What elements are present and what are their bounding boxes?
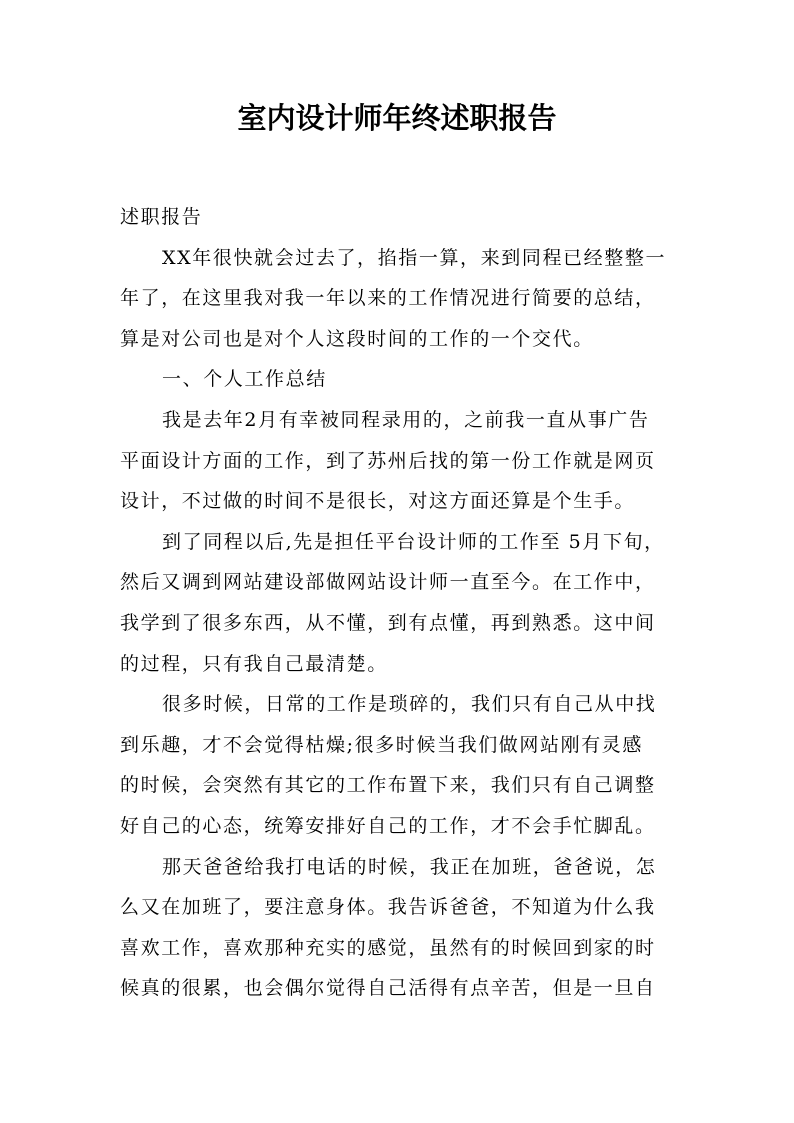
paragraph-line: 喜欢工作，喜欢那种充实的感觉，虽然有的时候回到家的时 [120, 936, 656, 959]
paragraph-line: XX年很快就会过去了，掐指一算，来到同程已经整整一 [162, 246, 667, 269]
paragraph-line: 好自己的心态，统筹安排好自己的工作，才不会手忙脚乱。 [120, 814, 656, 837]
subsection-heading: 一、个人工作总结 [162, 368, 327, 391]
section-heading: 述职报告 [120, 206, 203, 228]
paragraph-line: 的过程，只有我自己最清楚。 [120, 652, 388, 675]
paragraph-line: 么又在加班了，要注意身体。我告诉爸爸，不知道为什么我 [120, 896, 656, 919]
paragraph-line: 平面设计方面的工作，到了苏州后找的第一份工作就是网页 [120, 449, 656, 472]
paragraph-line: 很多时候，日常的工作是琐碎的，我们只有自己从中找 [162, 693, 657, 716]
paragraph-line: 然后又调到网站建设部做网站设计师一直至今。在工作中， [120, 571, 656, 594]
paragraph-line: 设计，不过做的时间不是很长，对这方面还算是个生手。 [120, 490, 636, 513]
paragraph-line: 我是去年2月有幸被同程录用的，之前我一直从事广告 [162, 408, 650, 431]
document-body [120, 197, 680, 1009]
paragraph-line: 我学到了很多东西，从不懂，到有点懂，再到熟悉。这中间 [120, 611, 656, 634]
paragraph-line: 候真的很累，也会偶尔觉得自己活得有点辛苦，但是一旦自 [120, 977, 656, 1000]
paragraph-line: 的时候，会突然有其它的工作布置下来，我们只有自己调整 [120, 774, 656, 797]
paragraph-line: 到了同程以后,先是担任平台设计师的工作至 5月下旬， [162, 530, 665, 553]
document-title: 室内设计师年终述职报告 [237, 101, 557, 135]
paragraph-line: 年了，在这里我对我一年以来的工作情况进行简要的总结， [120, 287, 656, 310]
paragraph-line: 算是对公司也是对个人这段时间的工作的一个交代。 [120, 327, 594, 350]
paragraph-line: 到乐趣，才不会觉得枯燥;很多时候当我们做网站刚有灵感 [120, 733, 644, 756]
paragraph-line: 那天爸爸给我打电话的时候，我正在加班，爸爸说，怎 [162, 855, 657, 878]
